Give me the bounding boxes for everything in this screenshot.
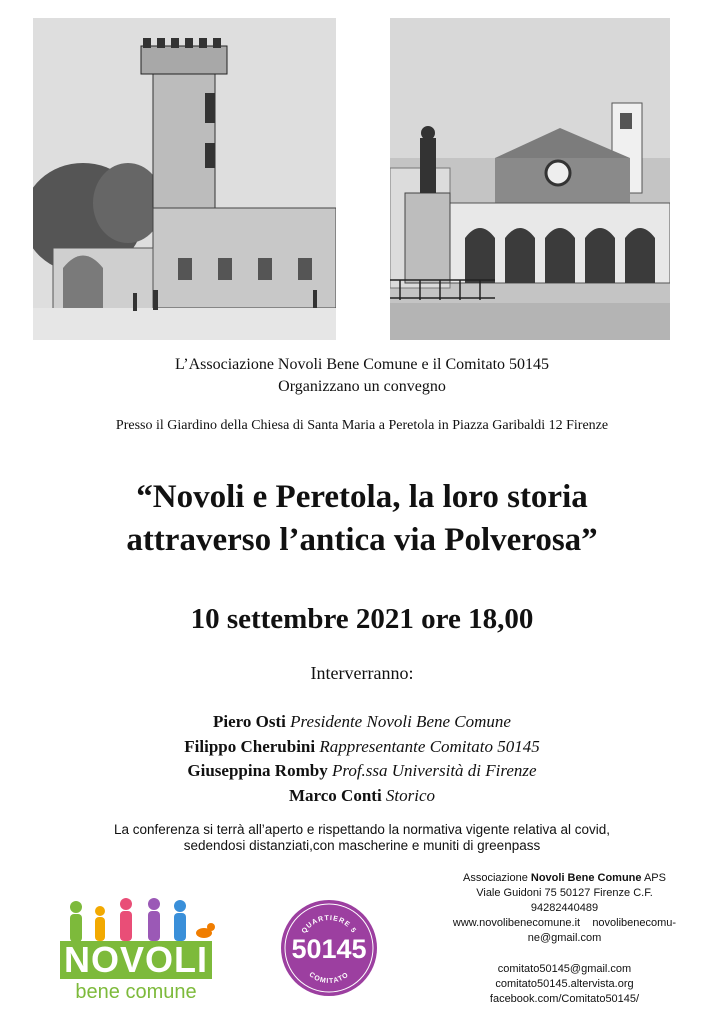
speaker-row (0, 735, 724, 760)
speaker-role: Storico (385, 785, 436, 805)
novoli-subtitle: bene comune (75, 981, 197, 1003)
address-line: Viale Guidoni 75 50127 Firenze C.F. (476, 887, 653, 899)
facebook-link[interactable]: facebook.com/Comitato50145/ (489, 993, 640, 1005)
association-line: Associazione Novoli Bene Comune APS (463, 872, 666, 884)
contact-block (432, 871, 697, 1007)
location-line: Presso il Giardino della Chiesa di Santa Maria a Peretola in Piazza Garibaldi 12 Firenze (115, 418, 609, 433)
speaker-role: Prof.ssa Università di Firenze (331, 761, 537, 780)
title-line-1: “Novoli e Peretola, la loro storia (136, 479, 588, 515)
speaker-row (0, 784, 724, 809)
speaker-name: Filippo Cherubini (184, 736, 316, 756)
logo-bottom-text: COMITATO (307, 971, 351, 986)
speakers-heading: Interverranno: (310, 663, 414, 683)
speaker-role: Rappresentante Comitato 50145 (319, 736, 540, 756)
novoli-bene-comune-logo (58, 895, 218, 1010)
notice-line-1: La conferenza si terrà all’aperto e rispettando la normativa vigente relativa al covid, (113, 822, 611, 837)
left-photo (33, 18, 336, 340)
speaker-role: Presidente Novoli Bene Comune (290, 712, 511, 731)
speaker-name: Marco Conti (288, 785, 382, 805)
novoli-wordmark: NOVOLI (60, 941, 212, 979)
logo-top-text: QUARTIERE 5 (300, 914, 358, 935)
web-email-line[interactable]: www.novolibenecomune.it novolibenecomu- (452, 917, 677, 929)
speaker-row (0, 710, 724, 735)
speaker-name: Giuseppina Romby (187, 761, 328, 780)
title-line-2: attraverso l’antica via Polverosa” (126, 522, 598, 558)
comitato-email[interactable]: comitato50145@gmail.com (497, 963, 632, 975)
fiscal-code: 94282440489 (530, 902, 599, 914)
notice-line-2: sedendosi distanziati,con mascherine e muniti di greenpass (183, 838, 541, 853)
speakers-list (0, 710, 724, 808)
email-continuation[interactable]: ne@gmail.com (527, 932, 602, 944)
event-date: 10 settembre 2021 ore 18,00 (190, 603, 534, 635)
logo-number: 50145 (291, 934, 367, 964)
speaker-name: Piero Osti (213, 712, 286, 731)
organizers-line-1: L’Associazione Novoli Bene Comune e il Comitato 50145 (174, 356, 550, 373)
organizers-line-2: Organizzano un convegno (278, 378, 446, 395)
comitato-50145-logo (279, 898, 379, 998)
right-photo (390, 18, 670, 340)
speaker-row (0, 759, 724, 784)
comitato-site[interactable]: comitato50145.altervista.org (495, 978, 634, 990)
